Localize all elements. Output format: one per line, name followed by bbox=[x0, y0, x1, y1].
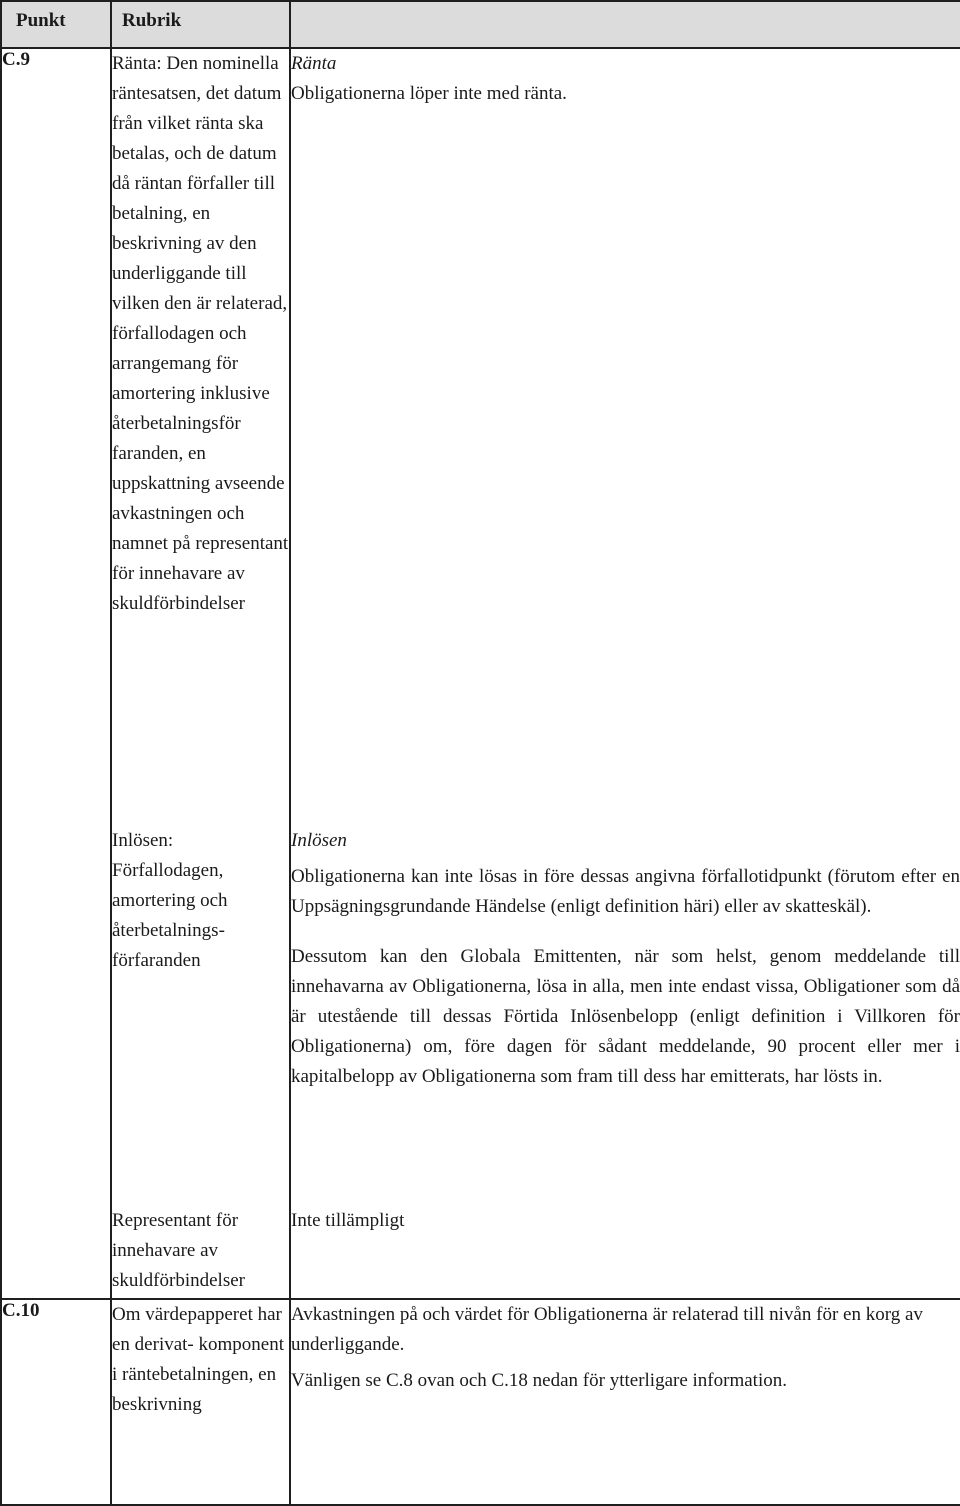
inlosen-text-1: Obligationerna kan inte lösas in före dessas angivna förfallotidpunkt (förutom efter en Uppsägningsgrundande Händelse (enligt definition häri) eller av skatteskäl). bbox=[291, 866, 960, 917]
table-row-representant bbox=[1, 1194, 960, 1299]
table-header-row bbox=[1, 1, 960, 48]
row-content-ranta bbox=[290, 48, 960, 826]
row-content-inlosen bbox=[290, 826, 960, 1194]
row-label-c10: Om värdepapperet har en derivat- komponent i räntebetalningen, en beskrivning bbox=[111, 1299, 290, 1505]
ranta-text: Obligationerna löper inte med ränta. bbox=[291, 83, 567, 104]
c10-text-2: Vänligen se C.8 ovan och C.18 nedan för ytterligare information. bbox=[291, 1370, 787, 1391]
inlosen-text-2: Dessutom kan den Globala Emittenten, när som helst, genom meddelande till innehavarna av Obligationerna, lösa in alla, men inte endast vissa, Obligationer som då är utestående till dessas Förtida Inlösenbelopp (enligt definition i Villkoren för Obligationerna) om, före dagen för sådant meddelande, 90 procent eller mer i kapitalbelopp av Obligationerna som fram till dess har emitterats, har lösts in. bbox=[291, 946, 960, 1087]
representant-text: Inte tillämpligt bbox=[291, 1210, 405, 1231]
inlosen-heading: Inlösen bbox=[291, 830, 347, 851]
table-row-c10 bbox=[1, 1299, 960, 1505]
header-blank bbox=[290, 1, 960, 48]
header-rubrik: Rubrik bbox=[111, 1, 290, 48]
table-row-inlosen bbox=[1, 826, 960, 1194]
row-content-c10 bbox=[290, 1299, 960, 1505]
row-code-c9: C.9 bbox=[1, 48, 111, 1299]
row-code-c10: C.10 bbox=[1, 1299, 111, 1505]
c10-text-1: Avkastningen på och värdet för Obligationerna är relaterad till nivån för en korg av underliggande. bbox=[291, 1304, 923, 1355]
ranta-heading: Ränta bbox=[291, 53, 337, 74]
row-label-inlosen: Inlösen: Förfallodagen, amortering och återbetalnings- förfaranden bbox=[111, 826, 290, 1194]
row-label-representant: Representant för innehavare av skuldförbindelser bbox=[111, 1194, 290, 1299]
row-label-ranta: Ränta: Den nominella räntesatsen, det datum från vilket ränta ska betalas, och de datum då räntan förfaller till betalning, en beskrivning av den underliggande till vilken den är relaterad, förfallodagen och arrangemang för amortering inklusive återbetalningsför faranden, en uppskattning avseende avkastningen och namnet på representant för innehavare av skuldförbindelser bbox=[111, 48, 290, 826]
table-row-c9-ranta bbox=[1, 48, 960, 826]
row-content-representant bbox=[290, 1194, 960, 1299]
header-punkt: Punkt bbox=[1, 1, 111, 48]
